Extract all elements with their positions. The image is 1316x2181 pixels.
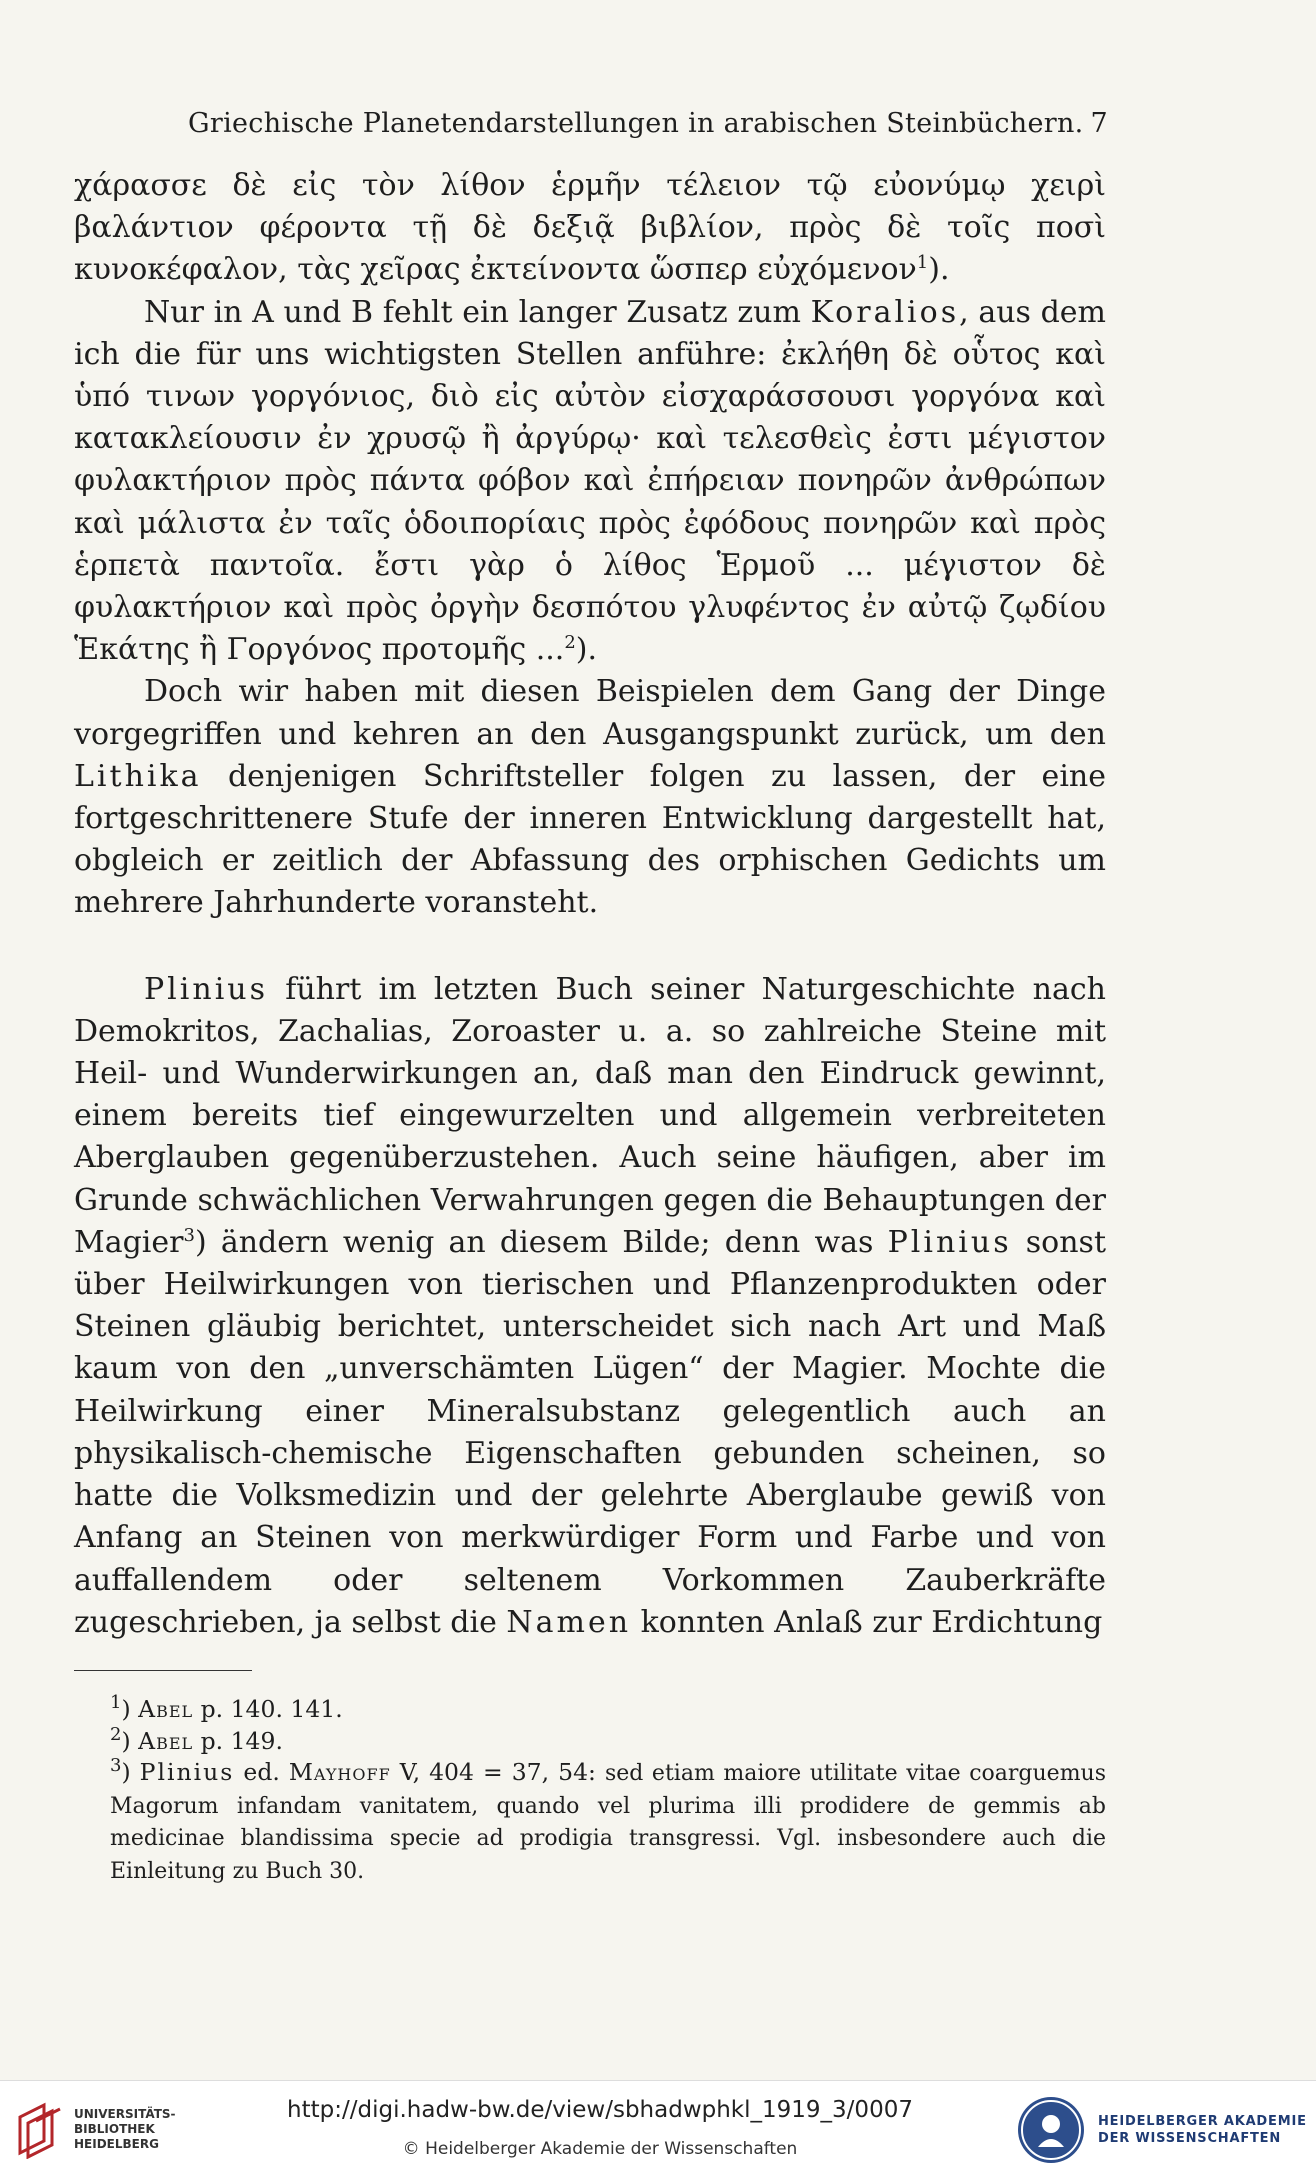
paragraph-text: , aus dem ich die für uns wichtigsten Stellen anführe: ἐκλήθη δὲ οὗτος καὶ ὑπό τινων γοργόνιος, διὸ εἰς αὐτὸν εἰσχαράσσουσι γοργόνα καὶ κατακλείουσιν ἐν χρυσῷ ἢ ἀργύρῳ· καὶ τελεσθεὶς ἐστι μέγιστον φυλακτήριον πρὸς πάντα φόβον καὶ ἐπήρειαν πονηρῶν ἀνθρώπων καὶ μάλιστα ἐν ταῖς ὁδοιπορίαις πρὸς ἐφόδους πονηρῶν καὶ πρὸς ἑρπετὰ παντοῖα. ἔστι γὰρ ὁ λίθος Ἑρμοῦ ... μέγιστον δὲ φυλακτήριον καὶ πρὸς ὀργὴν δεσπότου γλυφέντος ἐν αὐτῷ ζῳδίου Ἑκάτης ἢ Γοργόνος προτομῆς ... — [74, 294, 1106, 668]
footnote-ref-1: 1 — [916, 252, 929, 274]
academy-logo[interactable] — [1018, 2097, 1308, 2167]
source-url-link[interactable]: http://digi.hadw-bw.de/view/sbhadwphkl_1919_3/0007 — [287, 2097, 913, 2123]
paragraph-text: ) ändern wenig an diesem Bilde; denn was — [194, 1224, 888, 1260]
footnote-author: Abel — [138, 1726, 194, 1755]
emphasized-term: Lithika — [74, 758, 202, 794]
emphasized-term: Plinius — [887, 1224, 1012, 1260]
footnotes — [74, 1694, 1106, 1887]
library-logo-text: UNIVERSITÄTS- BIBLIOTHEK HEIDELBERG — [74, 2107, 176, 2151]
emphasized-term: Plinius — [144, 971, 269, 1007]
paragraph-plinius — [74, 969, 1106, 1644]
footnote-author: Abel — [138, 1695, 194, 1723]
footnote-ref-2: 2 — [564, 632, 576, 654]
footnote-quote: sed etiam maiore utilitate vitae coarguemus Magorum infandam vanitatem, quando vel plurima illi prodidere de gemmis ab medicinae blandissima specie ad prodigia transgressi. Vgl. insbesondere auch die Einleitung zu Buch 30. — [110, 1761, 1107, 1884]
footnote-text: ed. — [234, 1758, 289, 1786]
emphasized-term: Namen — [506, 1604, 632, 1640]
paragraph-text: Nur in A und B fehlt ein langer Zusatz zum — [144, 294, 811, 330]
paragraph-lithika — [74, 671, 1106, 924]
paragraph-text: ). — [575, 632, 598, 668]
footnote-3: $^3$) Plinius ed. Mayhoff V, 404 = 37, 54: sed etiam maiore utilitate vitae coarguemus Magorum infandam vanitatem, quando vel plurima illi prodidere de gemmis ab medicinae blandissima specie ad prodigia transgressi. Vgl. insbesondere auch die Einleitung zu Buch 30. — [110, 1755, 1107, 1884]
running-head — [188, 108, 1108, 139]
footnote-divider — [74, 1670, 252, 1671]
copyright-notice: © Heidelberger Akademie der Wissenschaften — [402, 2139, 798, 2159]
paragraph-text: ). — [928, 252, 950, 288]
footnote-ref-3: 3 — [183, 1224, 195, 1246]
footnote-text: V, 404 = 37, 54: — [390, 1758, 605, 1786]
paragraph-text: sonst über Heilwirkungen von tierischen und Pflanzenprodukten oder Steinen gläubig berichtet, unterscheidet sich nach Art und Maß kaum von den „unverschämten Lügen“ der Magier. Mochte die Heilwirkung einer Mineralsubstanz gelegentlich auch an physikalisch-chemische Eigenschaften gebunden scheinen, so hatte die Volksmedizin und der gelehrte Aberglaube gewiß von Anfang an Steinen von merkwürdiger Form und Farbe und von auffallendem oder seltenem Vorkommen Zauberkräfte zugeschrieben, ja selbst die — [74, 1224, 1107, 1640]
paragraph-text: konnten Anlaß zur Erdichtung — [631, 1604, 1103, 1640]
paragraph-koralios — [74, 292, 1106, 672]
emphasized-term: Koralios — [810, 294, 960, 330]
library-logo[interactable] — [14, 2101, 174, 2161]
footnote-text: p. 140. 141. — [193, 1695, 343, 1723]
library-logo-icon — [14, 2101, 66, 2159]
body-text — [74, 165, 1106, 1644]
footnote-mark: 2 — [110, 1723, 122, 1745]
academy-logo-text: HEIDELBERGER AKADEMIE DER WISSENSCHAFTEN — [1098, 2114, 1307, 2146]
paragraph-greek-quote — [74, 165, 1106, 292]
paragraph-text: Doch wir haben mit diesen Beispielen dem Gang der Dinge vorgegriffen und kehren an den Ausgangspunkt zurück, um den — [74, 674, 1106, 752]
footnote-editor: Mayhoff — [288, 1758, 391, 1786]
footnote-mark: 1 — [110, 1692, 122, 1714]
footnote-1: $^1$) Abel p. 140. 141. — [110, 1692, 343, 1723]
digitization-footer — [0, 2080, 1316, 2181]
footnote-mark: 3 — [110, 1755, 122, 1777]
running-title: Griechische Planetendarstellungen in arabischen Steinbüchern. — [188, 108, 1084, 139]
paragraph-text: führt im letzten Buch seiner Naturgeschichte nach Demokritos, Zachalias, Zoroaster u. a. so zahlreiche Steine mit Heil- und Wunderwirkungen an, daß man den Eindruck gewinnt, einem bereits tief eingewurzelten und allgemein verbreiteten Aberglauben gegenüberzustehen. Auch seine häufigen, aber im Grunde schwächlichen Verwahrungen gegen die Behauptungen der Magier — [74, 971, 1106, 1260]
footnote-2: $^2$) Abel p. 149. — [110, 1723, 283, 1755]
academy-seal-icon — [1018, 2097, 1084, 2163]
footnote-text: p. 149. — [193, 1726, 283, 1755]
page-number: 7 — [1090, 108, 1108, 139]
paragraph-text: χάρασσε δὲ εἰς τὸν λίθον ἑρμῆν τέλειον τῷ εὐονύμῳ χειρὶ βαλάντιον φέροντα τῇ δὲ δεξιᾷ βιβλίον, πρὸς δὲ τοῖς ποσὶ κυνοκέφαλον, τὰς χεῖρας ἐκτείνοντα ὥσπερ εὐχόμενον — [74, 168, 1106, 288]
paragraph-text: denjenigen Schriftsteller folgen zu lassen, der eine fortgeschrittenere Stufe der inneren Entwicklung dargestellt hat, obgleich er zeitlich der Abfassung des orphischen Gedichts um mehrere Jahrhunderte voransteht. — [74, 758, 1106, 921]
footnote-author: Plinius — [139, 1758, 235, 1786]
